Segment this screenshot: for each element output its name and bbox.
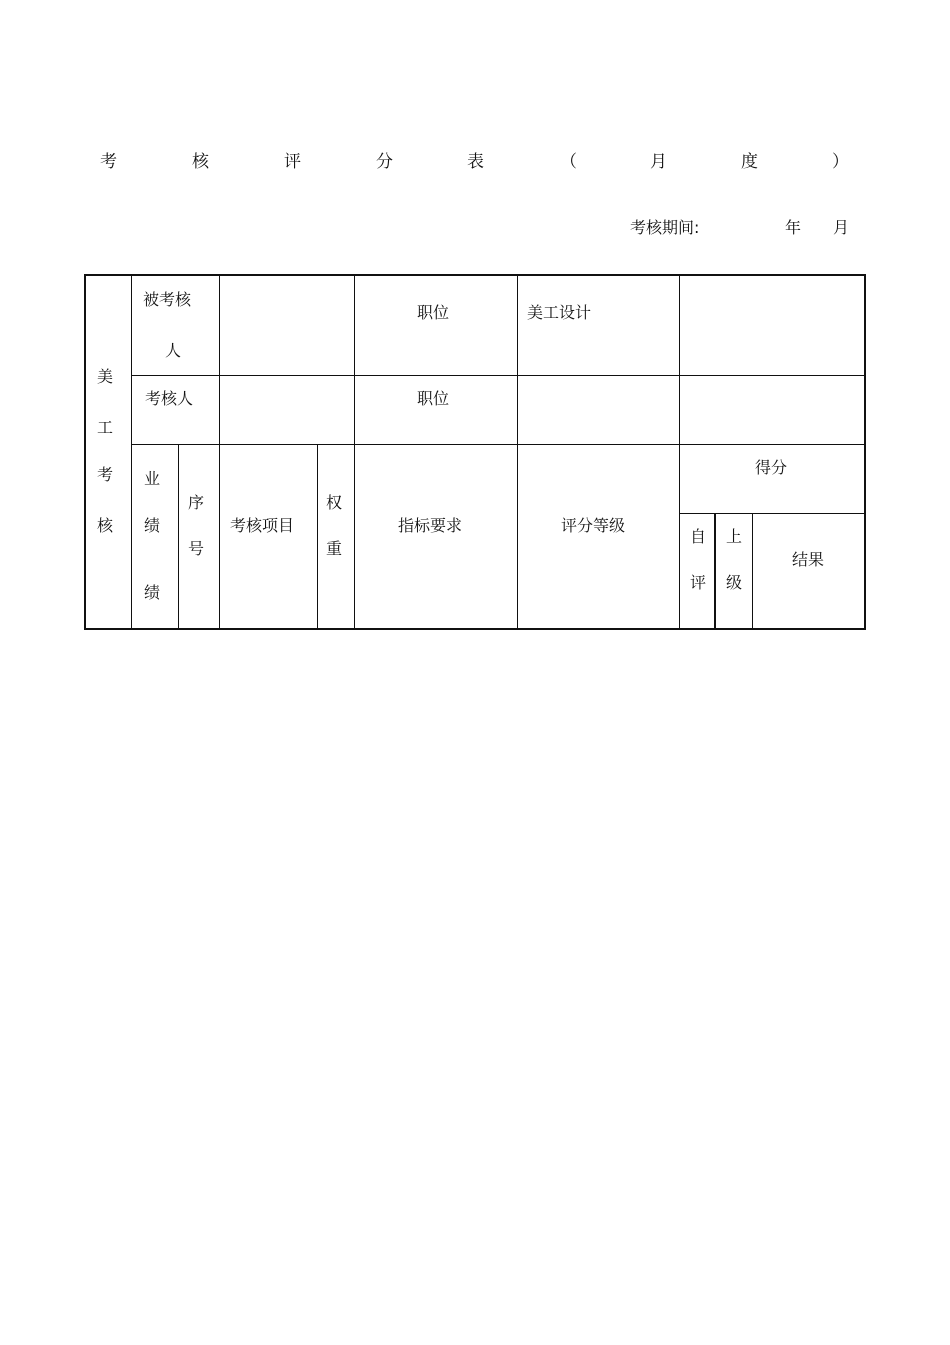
col-divider [131, 275, 132, 629]
col-divider [714, 513, 716, 629]
position-value: 美工设计 [527, 303, 592, 322]
title-char: ） [832, 152, 849, 172]
self-eval-char: 自 [689, 527, 706, 546]
col-divider [679, 275, 680, 629]
col-divider [517, 275, 518, 629]
title-char: 核 [192, 152, 209, 172]
performance-char: 业 [143, 469, 160, 488]
period-label: 考核期间: [630, 218, 700, 237]
period-year: 年 [785, 218, 802, 237]
weight-char: 重 [325, 539, 342, 558]
item-header: 考核项目 [230, 516, 295, 535]
side-label-char: 核 [96, 516, 113, 535]
title-char: 度 [741, 152, 758, 172]
weight-char: 权 [325, 493, 342, 512]
col-divider [752, 513, 753, 629]
requirement-header: 指标要求 [398, 516, 463, 535]
position-label: 职位 [417, 303, 450, 322]
performance-char: 绩 [143, 516, 160, 535]
title-char: 表 [467, 152, 484, 172]
serial-char: 号 [187, 539, 204, 558]
col-divider [219, 275, 220, 629]
side-label-char: 美 [96, 367, 113, 386]
review-period [630, 215, 850, 238]
reviewee-label-cont: 人 [165, 341, 182, 360]
title-char: （ [560, 152, 577, 172]
side-label-char: 考 [96, 465, 113, 484]
table-border-top [84, 274, 866, 276]
row-divider [131, 444, 865, 445]
reviewee-label: 被考核 [143, 290, 192, 309]
side-label-char: 工 [96, 418, 113, 437]
superior-char: 上 [725, 527, 742, 546]
self-eval-char: 评 [689, 573, 706, 592]
row-divider [131, 375, 865, 376]
reviewer-label: 考核人 [145, 389, 194, 408]
title-char: 评 [284, 152, 301, 172]
table-border-right [864, 274, 866, 630]
superior-char: 级 [725, 573, 742, 592]
score-header: 得分 [755, 458, 788, 477]
table-border-bottom [84, 628, 866, 630]
result-header: 结果 [792, 550, 825, 569]
table-border-left [84, 274, 86, 630]
position-label: 职位 [417, 389, 450, 408]
performance-char: 绩 [143, 583, 160, 602]
title [90, 147, 860, 171]
row-divider [679, 513, 865, 514]
title-char: 考 [100, 152, 117, 172]
title-char: 分 [376, 152, 393, 172]
title-char: 月 [650, 152, 667, 172]
grade-header: 评分等级 [561, 516, 626, 535]
period-month: 月 [833, 218, 850, 237]
col-divider [178, 444, 179, 629]
col-divider [317, 444, 318, 629]
serial-char: 序 [187, 493, 204, 512]
col-divider [354, 275, 355, 629]
